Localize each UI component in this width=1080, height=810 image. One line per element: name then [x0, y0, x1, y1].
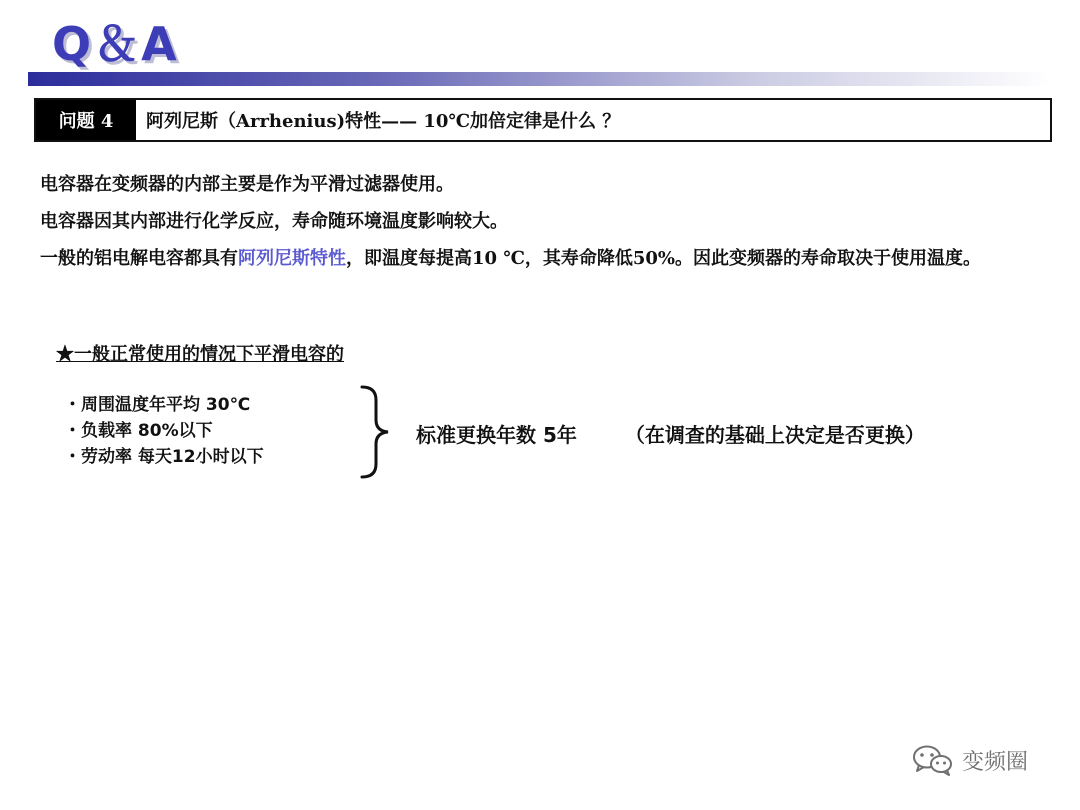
condition-item: ・劳动率 每天12小时以下 — [64, 447, 264, 467]
body-line-1: 电容器在变频器的内部主要是作为平滑过滤器使用。 — [40, 174, 454, 195]
watermark — [912, 744, 1028, 776]
replacement-note: （在调查的基础上决定是否更换） — [624, 423, 925, 447]
body-line-3 — [40, 240, 1060, 277]
page-title: Q＆A — [52, 17, 179, 71]
body-line-2: 电容器因其内部进行化学反应，寿命随环境温度影响较大。 — [40, 211, 508, 232]
question-box — [34, 98, 1052, 142]
question-text: 阿列尼斯（Arrhenius)特性—— 10℃加倍定律是什么 ？ — [146, 111, 621, 132]
replacement-result — [416, 419, 925, 448]
body-line-3-start: 一般的铝电解电容都具有 — [40, 248, 238, 269]
conditions-heading: ★一般正常使用的情况下平滑电容的 — [56, 344, 344, 365]
question-label: 问题 4 — [36, 100, 136, 140]
condition-item: ・负载率 80%以下 — [64, 421, 213, 441]
condition-item: ・周围温度年平均 30℃ — [64, 395, 251, 415]
arrhenius-highlight: 阿列尼斯特性 — [238, 248, 346, 269]
conditions-list — [64, 392, 264, 470]
wechat-icon — [912, 744, 954, 776]
replacement-years: 标准更换年数 5年 — [416, 423, 577, 447]
right-brace-icon — [358, 384, 398, 480]
body-text — [40, 166, 1060, 277]
title-underline-bar — [28, 72, 1052, 86]
watermark-text: 变频圈 — [962, 749, 1029, 775]
body-line-3-end: ，即温度每提高10 ℃，其寿命降低50%。因此变频器的寿命取决于使用温度。 — [346, 248, 982, 269]
